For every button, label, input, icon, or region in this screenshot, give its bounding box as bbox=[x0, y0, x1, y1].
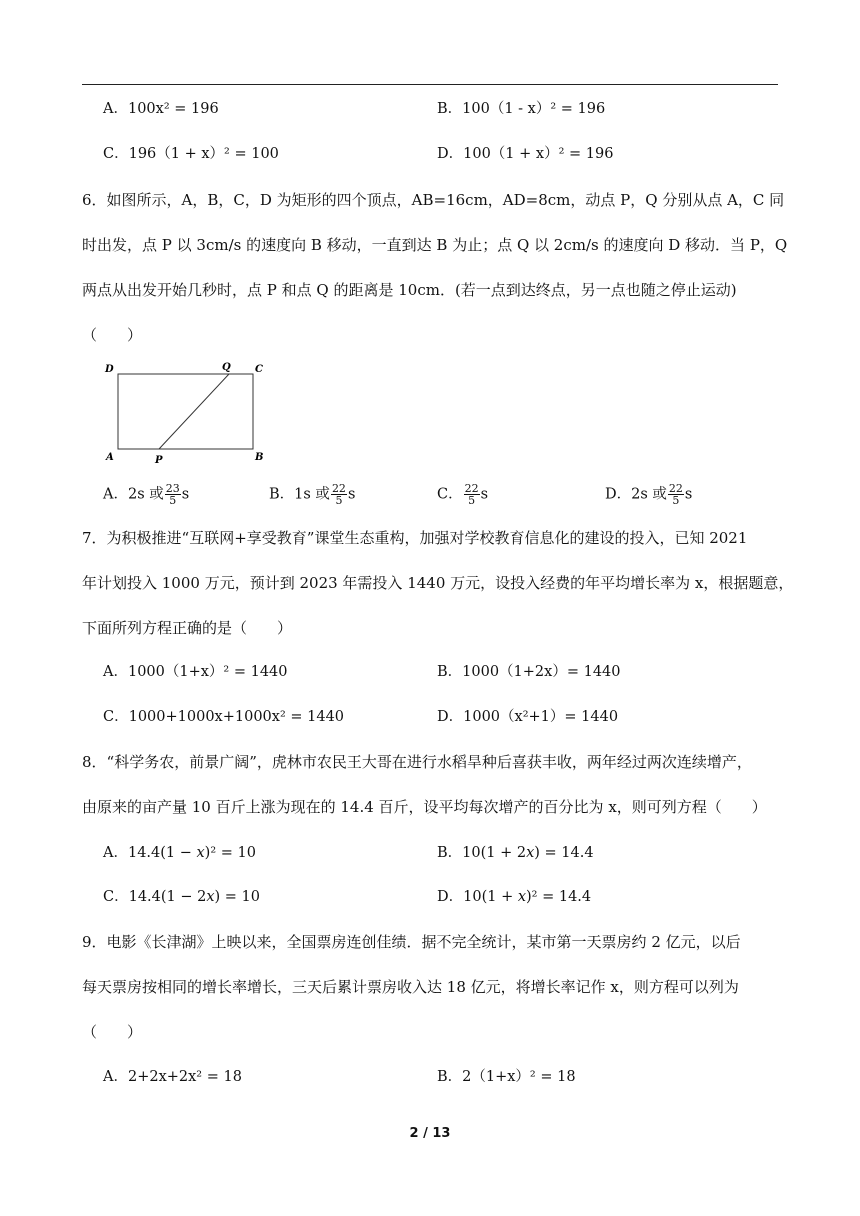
label-b: B bbox=[255, 452, 264, 463]
header-rule bbox=[82, 84, 778, 85]
label-c: C bbox=[255, 364, 263, 375]
q8-line-1: 8．“科学务农，前景广阔”，虎林市农民王大哥在进行水稻旱种后喜获丰收，两年经过两次连续增产， bbox=[82, 753, 752, 771]
prev-option-b: B．100（1 - x）² = 196 bbox=[437, 101, 606, 117]
q7-line-3: 下面所列方程正确的是（ ） bbox=[82, 619, 293, 637]
q7-option-d: D．1000（x²+1）= 1440 bbox=[437, 709, 619, 725]
q8-line-2: 由原来的亩产量 10 百斤上涨为现在的 14.4 百斤，设平均每次增产的百分比为 x，则可列方程（ ） bbox=[82, 798, 767, 816]
q6-option-b: B．1s 或 $\frac{22}{5}$ s bbox=[269, 482, 356, 507]
prev-option-d: D．100（1 + x）² = 196 bbox=[437, 146, 614, 162]
q7-option-c: C．1000+1000x+1000x² = 1440 bbox=[103, 709, 345, 725]
label-a: A bbox=[106, 452, 114, 463]
label-p: P bbox=[155, 455, 163, 466]
q8-option-a: A．14.4(1 − 𝑥)² = 10 bbox=[103, 845, 256, 861]
q6-option-c: C． $\frac{22}{5}$ s bbox=[437, 482, 489, 507]
q9-option-b: B．2（1+x）² = 18 bbox=[437, 1069, 576, 1085]
q7-option-b: B．1000（1+2x）= 1440 bbox=[437, 664, 621, 680]
label-q: Q bbox=[222, 362, 231, 373]
segment-pq bbox=[159, 374, 229, 449]
q8-option-d: D．10(1 + 𝑥)² = 14.4 bbox=[437, 889, 592, 905]
q9-line-3: （ ） bbox=[82, 1023, 143, 1041]
prev-option-c: C．196（1 + x）² = 100 bbox=[103, 146, 279, 162]
q6-line-2: 时出发，点 P 以 3cm/s 的速度向 B 移动，一直到达 B 为止；点 Q 以 2cm/s 的速度向 D 移动．当 P，Q bbox=[82, 236, 788, 254]
rectangle-abcd bbox=[118, 374, 253, 449]
prev-option-a: A．100x² = 196 bbox=[103, 101, 219, 117]
q9-line-2: 每天票房按相同的增长率增长，三天后累计票房收入达 18 亿元，将增长率记作 x，则方程可以列为 bbox=[82, 978, 739, 996]
q6-rectangle-figure bbox=[100, 358, 280, 468]
label-d: D bbox=[105, 364, 114, 375]
q9-line-1: 9．电影《长津湖》上映以来，全国票房连创佳绩．据不完全统计，某市第一天票房约 2 亿元，以后 bbox=[82, 933, 741, 951]
q7-line-1: 7．为积极推进“互联网+享受教育”课堂生态重构，加强对学校教育信息化的建设的投入，已知 2021 bbox=[82, 529, 748, 547]
q6-option-d: D．2s 或 $\frac{22}{5}$ s bbox=[605, 482, 693, 507]
q6-option-a: A．2s 或 $\frac{23}{5}$ s bbox=[103, 482, 190, 507]
q8-option-c: C．14.4(1 − 2𝑥) = 10 bbox=[103, 889, 261, 905]
q7-option-a: A．1000（1+x）² = 1440 bbox=[103, 664, 288, 680]
q6-line-1: 6．如图所示，A，B，C，D 为矩形的四个顶点，AB=16cm，AD=8cm，动点 P，Q 分别从点 A，C 同 bbox=[82, 191, 785, 209]
q6-line-4: （ ） bbox=[82, 326, 143, 344]
page-number: 2 / 13 bbox=[409, 1126, 451, 1141]
q8-option-b: B．10(1 + 2𝑥) = 14.4 bbox=[437, 845, 594, 861]
q9-option-a: A．2+2x+2x² = 18 bbox=[103, 1069, 242, 1085]
q6-line-3: 两点从出发开始几秒时，点 P 和点 Q 的距离是 10cm．(若一点到达终点，另一点也随之停止运动) bbox=[82, 281, 737, 299]
q7-line-2: 年计划投入 1000 万元，预计到 2023 年需投入 1440 万元，设投入经费的年平均增长率为 x，根据题意， bbox=[82, 574, 794, 592]
